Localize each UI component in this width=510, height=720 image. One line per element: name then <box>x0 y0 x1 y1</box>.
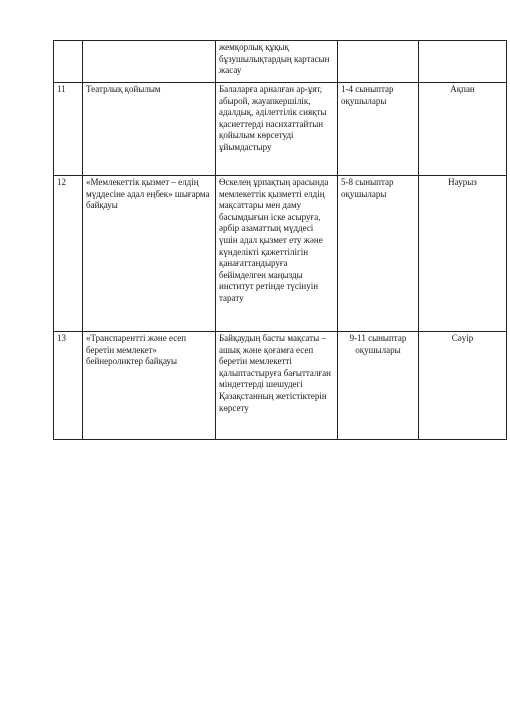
event-name: Театрлық қойылым <box>83 83 216 176</box>
event-time: Ақпан <box>419 83 507 176</box>
event-audience: 1-4 сыныптар оқушылары <box>338 83 419 176</box>
event-audience: 5-8 сыныптар оқушылары <box>338 176 419 332</box>
table-row <box>54 176 507 332</box>
event-name: «Транспарентті және есеп беретін мемлекет» бейнероликтер байқауы <box>83 332 216 440</box>
row-number: 12 <box>54 176 83 332</box>
row-number: 13 <box>54 332 83 440</box>
event-time: Сәуір <box>419 332 507 440</box>
event-plan-table <box>53 40 507 440</box>
event-name <box>83 41 216 83</box>
event-audience <box>338 41 419 83</box>
event-goal: Байқаудың басты мақсаты – ашық және қоғамға есеп беретін мемлекетті қалыптастыруға бағытталған міндеттерді шешудегі Қазақстанның жетістіктерін көрсету <box>216 332 338 440</box>
table-row <box>54 83 507 176</box>
event-name: «Мемлекеттік қызмет – елдің мүддесіне адал еңбек» шығарма байқауы <box>83 176 216 332</box>
event-audience: 9-11 сыныптар оқушылары <box>338 332 419 440</box>
event-goal: Балаларға арналған ар-ұят, абырой, жауапкершілік, адалдық, әділеттілік сияқты қасиеттерді насихаттайтын қойылым көрсетуді ұйымдастыру <box>216 83 338 176</box>
event-goal: жемқорлық құқық бұзушылықтардың картасын жасау <box>216 41 338 83</box>
event-time <box>419 41 507 83</box>
row-number: 11 <box>54 83 83 176</box>
event-goal: Өскелең ұрпақтың арасында мемлекеттік қызметті елдің мақсаттары мен даму басымдығын іске асыруға, әрбір азаматтың мүддесі үшін адал қызмет ету және күнделікті қажеттілігін қанағаттандыруға бейімделген маңызды институт ретінде түсінуін тарату <box>216 176 338 332</box>
table-row <box>54 332 507 440</box>
row-number <box>54 41 83 83</box>
event-time: Наурыз <box>419 176 507 332</box>
table-row <box>54 41 507 83</box>
